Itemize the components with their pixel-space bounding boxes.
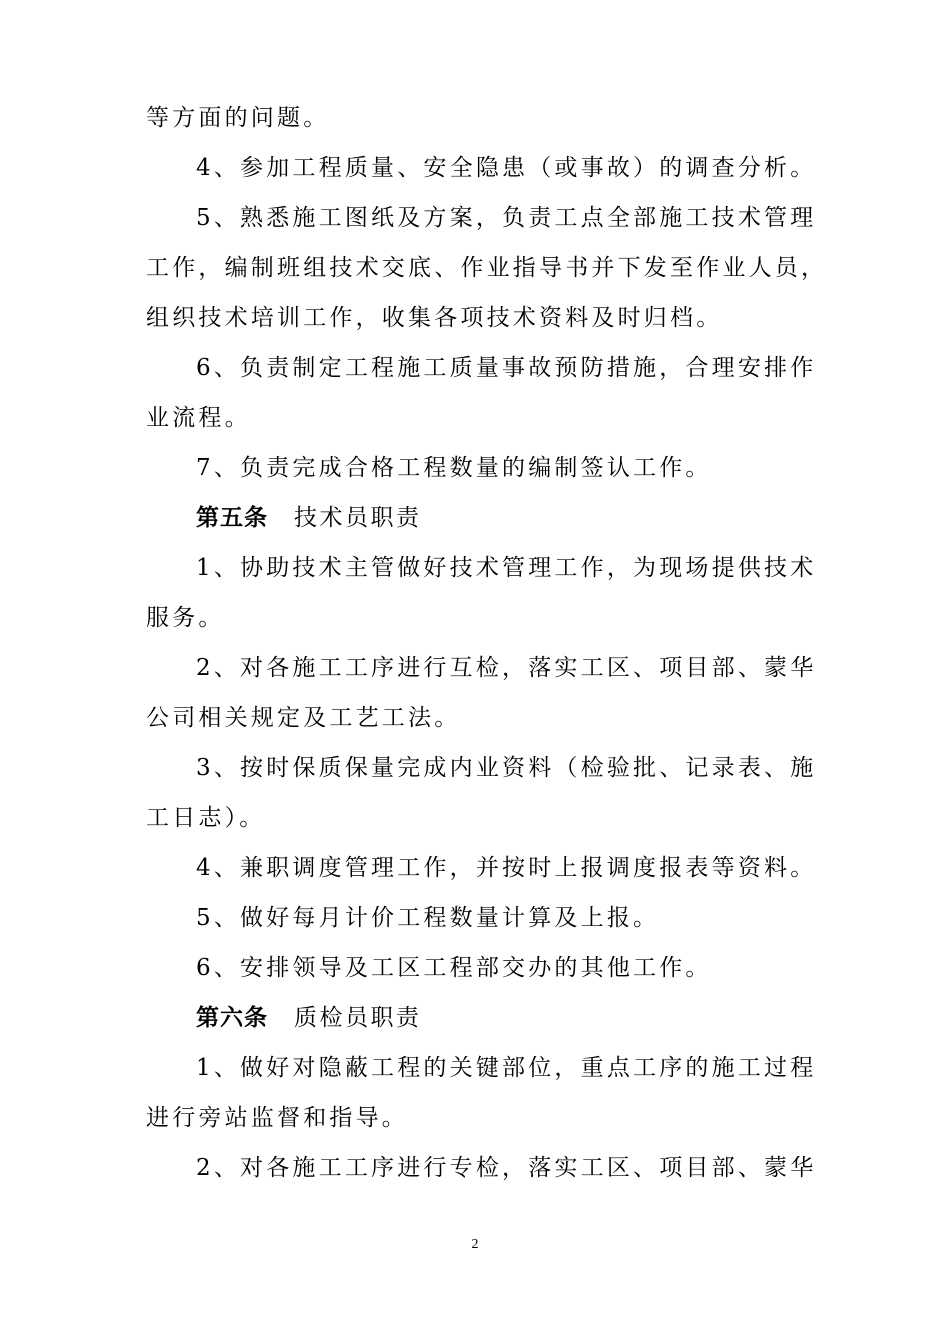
paragraph-line: 公司相关规定及工艺工法。 — [146, 705, 461, 731]
paragraph-line: 服务。 — [146, 605, 225, 631]
paragraph-line: 等方面的问题。 — [146, 105, 330, 131]
paragraph-first-line: 5、做好每月计价工程数量计算及上报。 — [196, 905, 660, 931]
paragraph-line: 业流程。 — [146, 405, 251, 431]
page-number: 2 — [471, 1237, 479, 1252]
paragraph-line: 工作，编制班组技术交底、作业指导书并下发至作业人员， — [146, 255, 828, 281]
paragraph-first-line: 7、负责完成合格工程数量的编制签认工作。 — [196, 455, 712, 481]
paragraph-first-line: 4、兼职调度管理工作，并按时上报调度报表等资料。 — [196, 855, 817, 881]
section-number: 第五条 — [196, 504, 268, 531]
paragraph-first-line: 4、参加工程质量、安全隐患（或事故）的调查分析。 — [196, 155, 817, 181]
section-title: 技术员职责 — [294, 505, 422, 531]
paragraph-first-line: 6、安排领导及工区工程部交办的其他工作。 — [196, 955, 712, 981]
section-heading — [146, 993, 806, 1043]
section-title: 质检员职责 — [294, 1005, 422, 1031]
document-body — [146, 93, 828, 1193]
paragraph-first-line: 6、负责制定工程施工质量事故预防措施，合理安排作 — [196, 355, 817, 381]
paragraph-line: 工日志）。 — [146, 805, 266, 831]
paragraph-first-line: 2、对各施工工序进行专检，落实工区、项目部、蒙华 — [196, 1155, 817, 1181]
paragraph-line: 进行旁站监督和指导。 — [146, 1105, 408, 1131]
paragraph-first-line: 1、做好对隐蔽工程的关键部位，重点工序的施工过程 — [196, 1055, 817, 1081]
paragraph-first-line: 1、协助技术主管做好技术管理工作，为现场提供技术 — [196, 555, 817, 581]
paragraph-line: 组织技术培训工作，收集各项技术资料及时归档。 — [146, 305, 723, 331]
section-number: 第六条 — [196, 1004, 268, 1031]
paragraph-first-line: 3、按时保质保量完成内业资料（检验批、记录表、施 — [196, 755, 817, 781]
paragraph-first-line: 2、对各施工工序进行互检，落实工区、项目部、蒙华 — [196, 655, 817, 681]
section-heading — [146, 493, 806, 543]
paragraph-first-line: 5、熟悉施工图纸及方案，负责工点全部施工技术管理 — [196, 205, 817, 231]
